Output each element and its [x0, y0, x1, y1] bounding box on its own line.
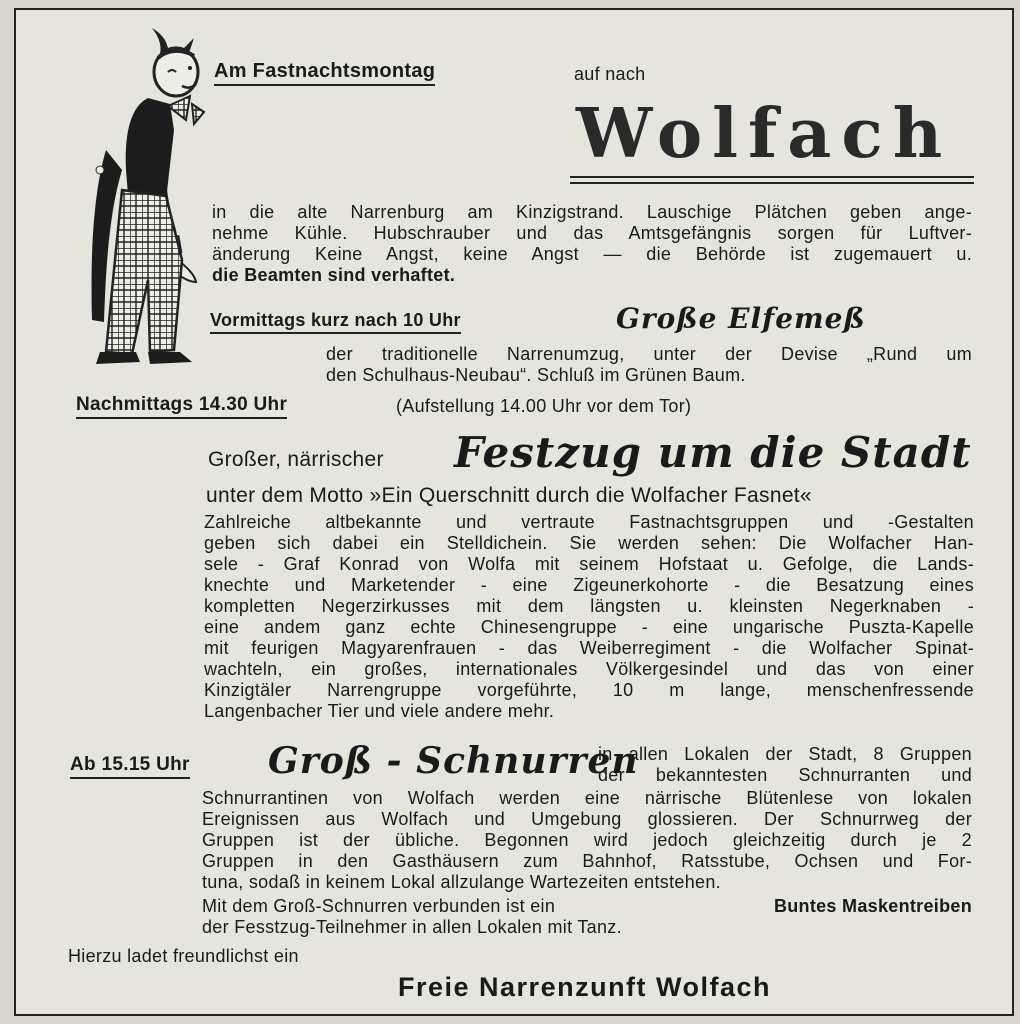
afternoon-event: Festzug um die Stadt [454, 428, 972, 477]
afternoon-note: (Aufstellung 14.00 Uhr vor dem Tor) [396, 396, 692, 416]
morning-time: Vormittags kurz nach 10 Uhr [210, 310, 461, 334]
afternoon-line: mit feurigen Magyarenfrauen - das Weiberregiment - die Wolfacher Spinat- [204, 638, 974, 658]
evening-line: tuna, sodaß in keinem Lokal allzulange Wartezeiten entstehen. [202, 872, 721, 892]
masks-pre: Mit dem Groß-Schnurren verbunden ist ein [202, 896, 556, 916]
afternoon-line: eine andem ganz echte Chinesengruppe - eine ungarische Puszta-Kapelle [204, 617, 974, 637]
evening-line: Ereignissen aus Wolfach und Umgebung glossieren. Der Schnurrweg der [202, 809, 972, 829]
intro-line: änderung Keine Angst, keine Angst — die Behörde ist zugemauert u. [212, 244, 972, 264]
afternoon-line: sele - Graf Konrad von Wolfa mit seinem Hofstaat u. Gefolge, die Lands- [204, 554, 974, 574]
intro-line: in die alte Narrenburg am Kinzigstrand. Lauschige Plätchen geben ange- [212, 202, 972, 222]
afternoon-line: Langenbacher Tier und viele andere mehr. [204, 701, 555, 721]
invite-text: Hierzu ladet freundlichst ein [68, 946, 299, 966]
to-text: auf nach [574, 64, 646, 84]
afternoon-line: knechte und Marketender - eine Zigeunerkohorte - die Besatzung eines [204, 575, 974, 595]
morning-line: den Schulhaus-Neubau“. Schluß im Grünen Baum. [326, 365, 746, 385]
day-heading: Am Fastnachtsmontag [214, 60, 435, 86]
evening-line: Gruppen in den Gasthäusern zum Bahnhof, Ratsstube, Ochsen und For- [202, 851, 972, 871]
afternoon-line: kompletten Negerzirkusses mit dem längsten u. kleinsten Negerknaben - [204, 596, 974, 616]
afternoon-motto: unter dem Motto »Ein Querschnitt durch die Wolfacher Fasnet« [206, 484, 812, 507]
afternoon-line: Zahlreiche altbekannte und vertraute Fastnachtsgruppen und -Gestalten [204, 512, 974, 532]
title-rule-top [570, 176, 974, 178]
town-title: Wolfach [576, 94, 953, 174]
afternoon-time: Nachmittags 14.30 Uhr [76, 394, 287, 419]
evening-side-line: der bekanntesten Schnurranten und [598, 765, 972, 785]
morning-line: der traditionelle Narrenumzug, unter der Devise „Rund um [326, 344, 972, 364]
intro-line: nehme Kühle. Hubschrauber und das Amtsgefängnis sorgen für Luftver- [212, 223, 972, 243]
masks-post: der Fesstzug-Teilnehmer in allen Lokalen mit Tanz. [202, 917, 622, 937]
evening-line: Schnurrantinen von Wolfach werden eine närrische Blütenlese von lokalen [202, 788, 972, 808]
afternoon-line: geben sich dabei ein Stelldichein. Sie werden sehen: Die Wolfacher Han- [204, 533, 974, 553]
jester-illustration [70, 20, 220, 380]
masks-line [202, 896, 972, 917]
title-rule-bottom [570, 182, 974, 184]
evening-side-line: in allen Lokalen der Stadt, 8 Gruppen [598, 744, 972, 764]
masks-bold: Buntes Maskentreiben [773, 896, 972, 916]
evening-event: Groß - Schnurren [268, 740, 639, 782]
intro-line: die Beamten sind verhaftet. [212, 265, 456, 285]
afternoon-prefix: Großer, närrischer [208, 448, 384, 471]
advertisement [14, 8, 1014, 1016]
host-name: Freie Narrenzunft Wolfach [398, 972, 772, 1002]
morning-event: Große Elfemeß [616, 302, 866, 335]
evening-line: Gruppen ist der übliche. Begonnen wird jedoch gleichzeitig durch je 2 [202, 830, 972, 850]
afternoon-line: Kinzigtäler Narrengruppe vorgeführte, 10 m lange, menschenfressende [204, 680, 974, 700]
afternoon-line: wachteln, ein großes, internationales Völkergesindel und das von einer [204, 659, 974, 679]
evening-time: Ab 15.15 Uhr [70, 754, 190, 779]
